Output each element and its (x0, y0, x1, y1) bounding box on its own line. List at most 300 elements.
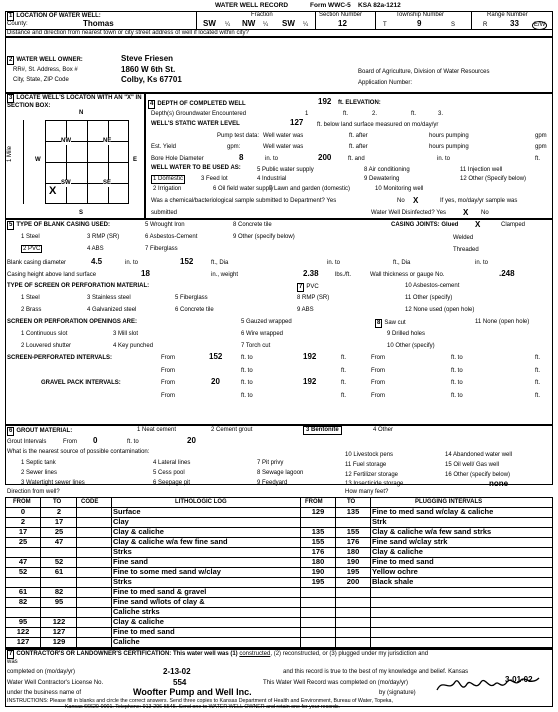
use-monitoring: 10 Monitoring well (375, 186, 424, 192)
log-header-from-2: FROM (305, 499, 323, 505)
form-ksa: KSA 82a-1212 (358, 2, 401, 9)
grout-bentonite: 3 Bentonite (303, 426, 342, 435)
pump-hours-2: hours pumping (429, 144, 469, 150)
use-domestic: 1 Domestic (153, 176, 184, 182)
log-from: 95 (18, 617, 28, 626)
elevation-label: ft. ELEVATION: (338, 100, 381, 106)
quarter-2: NW (242, 19, 256, 28)
casing-concrete: 8 Concrete tile (233, 222, 272, 228)
gp-to-3: ft. to (241, 393, 253, 399)
contam-insecticide: 13 Insecticide storage (345, 481, 404, 487)
application-label: Application Number: (358, 80, 413, 86)
glued-x: X (475, 220, 481, 229)
perf-wire: 6 Wire wrapped (241, 331, 284, 337)
joints-label: CASING JOINTS: Glued (391, 222, 459, 228)
section-2-box (5, 37, 553, 93)
contam-watertight: 3 Watertight sewer lines (21, 480, 85, 486)
use-industrial: 6 Oil field water supply (213, 186, 274, 192)
plug-from: 135 (311, 527, 325, 536)
contam-cess: 5 Cess pool (153, 470, 185, 476)
log-header-code: CODE (81, 499, 99, 505)
log-to: 2 (56, 507, 62, 516)
plug-to: 195 (346, 567, 360, 576)
well-location-x: X (49, 185, 57, 197)
owner-name: Steve Friesen (121, 54, 174, 63)
quadrant-nw: NW (61, 138, 71, 144)
log-from: 61 (18, 587, 28, 596)
log-lithology: Strks (113, 577, 132, 586)
sp-from-2: From (371, 355, 385, 361)
county-value: Thomas (83, 19, 114, 28)
log-row-line (5, 547, 553, 548)
disinfect-x: X (463, 208, 469, 217)
bore-in-to: in. to (265, 156, 279, 162)
groundwater-3: 3. (438, 111, 444, 117)
screen-label: TYPE OF SCREEN OR PERFORATION MATERIAL: (7, 283, 150, 289)
sp-from-3: From (161, 368, 175, 374)
sp-to-3: ft. to (241, 368, 253, 374)
contam-livestock: 10 Livestock pens (345, 452, 394, 458)
sp-ft-2: ft. (535, 355, 541, 361)
use-oilfield: 4 Industrial (257, 176, 287, 182)
log-header-from: FROM (13, 499, 31, 505)
log-to: 129 (52, 637, 66, 646)
how-many-label: How many feet? (345, 489, 389, 495)
casing-pvc: 2 PVC (23, 246, 41, 252)
dia-to-value: 152 (180, 257, 194, 266)
quadrant-ne: NE (103, 138, 112, 144)
chem-submitted: submitted (151, 210, 178, 216)
quarter-3-unit: ¼ (303, 22, 309, 28)
contam-lagoon: 8 Sewage lagoon (257, 470, 304, 476)
plug-description: Clay & caliche w/a few sand strks (372, 527, 492, 536)
range-r: R (483, 22, 488, 28)
sp-ft-3: ft. (341, 368, 347, 374)
plug-to: 155 (346, 527, 360, 536)
groundwater-2: 2. (372, 111, 378, 117)
log-lithology: Clay (113, 517, 129, 526)
contam-septic: 1 Septic tank (21, 460, 56, 466)
township-label: Township Number (396, 12, 445, 18)
log-to: 17 (54, 517, 64, 526)
log-lithology: Strks (113, 547, 132, 556)
gp-ft-3: ft. (341, 393, 347, 399)
screen-asbestos: 10 Asbestos-cement (405, 283, 460, 289)
completed-value: 2-13-02 (163, 667, 191, 676)
gp-from-4: From (371, 393, 385, 399)
perf-gauzed: 5 Gauzed wrapped (241, 319, 292, 325)
fraction-label: Fraction (251, 12, 273, 18)
use-injection: 11 Injection well (460, 167, 503, 173)
log-row-line (5, 577, 553, 578)
plug-to: 180 (346, 547, 360, 556)
form-number: Form WWC-5 (310, 2, 351, 9)
sp-from-1-value: 152 (209, 352, 223, 361)
section-5-title: 5 TYPE OF BLANK CASING USED: (9, 222, 111, 228)
gp-ft-1: ft. (341, 380, 347, 386)
gp-to-1: ft. to (241, 380, 253, 386)
log-to: 127 (52, 627, 66, 636)
dia-ft-dia-2: ft., Dia (393, 260, 411, 266)
well-record-form (5, 2, 553, 710)
plug-to: 190 (346, 557, 360, 566)
compass-n: N (79, 110, 84, 116)
range-label: Range Number (487, 12, 528, 18)
height-label: Casing height above land surface (7, 272, 97, 278)
casing-steel: 1 Steel (21, 234, 40, 240)
section-7-was: was (7, 659, 18, 665)
log-header-to: TO (53, 499, 62, 505)
quadrant-sw: SW (61, 180, 71, 186)
gp-ft-2: ft. (535, 380, 541, 386)
yield-gpm: gpm: (227, 144, 241, 150)
screen-brass: 2 Brass (21, 307, 42, 313)
log-lithology: Surface (113, 507, 141, 516)
plug-from: 176 (311, 547, 325, 556)
township-t: T (383, 22, 387, 28)
perf-key: 4 Key punched (113, 343, 154, 349)
pump-after-2: ft. after (349, 144, 368, 150)
log-row-line (5, 537, 553, 538)
log-header-lithologic: LITHOLOGIC LOG (175, 499, 227, 505)
pump-after-1: ft. after (349, 133, 368, 139)
log-from: 122 (16, 627, 30, 636)
gp-to-1-value: 192 (303, 377, 317, 386)
log-row-line (5, 587, 553, 588)
gp-from-3: From (161, 393, 175, 399)
plug-to: 176 (346, 537, 360, 546)
address-label: RR#, St. Address, Box # (13, 67, 78, 73)
perf-none: 11 None (open hole) (475, 319, 530, 325)
log-lithology: Clay & caliche (113, 617, 164, 626)
pump-test-label: Pump test data: (217, 133, 260, 139)
use-feedlot: 3 Feed lot (201, 176, 228, 182)
log-lithology: Caliche strks (113, 607, 160, 616)
screen-concrete: 6 Concrete tile (175, 307, 214, 313)
groundwater-1-unit: ft. (343, 111, 349, 117)
log-row-line (5, 517, 553, 518)
log-row-line (5, 647, 553, 648)
bore-in-to-2: in. to (437, 156, 451, 162)
log-from: 0 (20, 507, 26, 516)
section-3-title: 3 LOCATE WELL'S LOCATON WITH AN "X" IN SECTION BOX: (7, 95, 142, 109)
log-to: 52 (54, 557, 64, 566)
business-label: under the business name of (7, 690, 82, 696)
contam-abandoned: 14 Abandoned water well (445, 452, 513, 458)
casing-asbestos: 6 Asbestos-Cement (145, 234, 198, 240)
log-from: 82 (18, 597, 28, 606)
screen-other: 11 Other (specify) (405, 295, 453, 301)
weight-unit: lbs./ft. (335, 272, 352, 278)
contam-fertilizer: 12 Fertilizer storage (345, 472, 399, 478)
contam-none-value: none (489, 479, 509, 488)
city-value: Colby, Ks 67701 (121, 75, 182, 84)
bore-ft-and: ft. and (348, 156, 365, 162)
sp-from-4: From (371, 368, 385, 374)
pump-gpm-2: gpm (535, 144, 547, 150)
grout-cement: 2 Cement grout (211, 427, 253, 433)
perf-mill: 3 Mill slot (113, 331, 139, 337)
plug-from: 129 (311, 507, 325, 516)
log-header-to-2: TO (347, 499, 356, 505)
grout-from-value: 0 (93, 436, 98, 445)
log-header-plugging: PLUGGING INTERVALS (415, 499, 483, 505)
completed-rest: and this record is true to the best of my knowledge and belief. Kansas (283, 669, 469, 675)
log-to: 61 (54, 567, 64, 576)
plug-description: Black shale (372, 577, 414, 586)
contam-lateral: 4 Lateral lines (153, 460, 191, 466)
perf-saw: 8 Saw cut (377, 320, 406, 326)
bore-to-value: 200 (318, 153, 332, 162)
log-lithology: Fine sand (113, 557, 149, 566)
log-to: 82 (54, 587, 64, 596)
screen-abs: 9 ABS (297, 307, 314, 313)
distance-label: Distance and direction from nearest town or city street address of well if located within city? (7, 30, 249, 36)
gp-from-1: From (161, 380, 175, 386)
weight-label: in., weight (211, 272, 239, 278)
wall-value: .248 (499, 269, 515, 278)
city-label: City, State, ZIP Code (13, 77, 69, 83)
perf-continuous: 1 Continuous slot (21, 331, 68, 337)
township-value: 9 (417, 19, 422, 28)
disinfect-no: No (481, 210, 489, 216)
log-from: 52 (18, 567, 28, 576)
screen-stainless: 3 Stainless steel (87, 295, 131, 301)
welded-label: Welded (453, 235, 474, 241)
gp-label: GRAVEL PACK INTERVALS: (41, 380, 121, 386)
log-lithology: Fine to some med sand w/clay (113, 567, 221, 576)
sp-label: SCREEN-PERFORATED INTERVALS: (7, 355, 113, 361)
compass-w: W (35, 157, 41, 163)
signature-label: by (signature) (379, 690, 416, 696)
log-lithology: Clay & caliche (113, 527, 164, 536)
contam-other: 16 Other (specify below) (445, 472, 511, 478)
plug-from: 195 (311, 577, 325, 586)
quarter-3: SW (282, 19, 295, 28)
pump-gpm-1: gpm (535, 133, 547, 139)
quadrant-se: SE (103, 180, 112, 186)
sp-to-2: ft. to (451, 355, 463, 361)
contam-privy: 7 Pit privy (257, 460, 284, 466)
casing-wrought: 5 Wrought Iron (145, 222, 185, 228)
use-other: 12 Other (Specify below) (460, 176, 527, 182)
plug-description: Fine to med sand w/clay & caliche (372, 507, 494, 516)
contam-oilwell: 15 Oil well/ Gas well (445, 462, 500, 468)
grout-neat: 1 Neat cement (137, 427, 177, 433)
log-from: 127 (16, 637, 30, 646)
plug-from: 155 (311, 537, 325, 546)
pump-ww-2: Well water was (263, 144, 304, 150)
gp-from-2: From (371, 380, 385, 386)
plug-description: Fine to med sand (372, 557, 434, 566)
gp-ft-4: ft. (535, 393, 541, 399)
mile-label: 1 Mile (7, 145, 13, 162)
yield-label: Est. Yield (151, 144, 177, 150)
screen-pvc: 7 PVC (299, 284, 319, 290)
compass-e: E (133, 157, 138, 163)
log-lithology: Fine to med sand & gravel (113, 587, 207, 596)
pump-hours-1: hours pumping (429, 133, 469, 139)
plug-from: 190 (311, 567, 325, 576)
contam-fuel: 11 Fuel storage (345, 462, 387, 468)
section-4-title: 4 DEPTH OF COMPLETED WELL (150, 101, 246, 107)
grout-to-label: ft. to (127, 439, 139, 445)
perf-torch: 7 Torch cut (241, 343, 271, 349)
contam-feedyard: 9 Feedyard (257, 480, 288, 486)
grout-interval-label: Grout Intervals (7, 439, 47, 445)
plug-description: Strk (372, 517, 387, 526)
threaded-label: Threaded (453, 247, 479, 253)
quarter-1-unit: ¼ (225, 22, 231, 28)
static-level-value: 127 (290, 118, 304, 127)
sp-to-1: ft. to (241, 355, 253, 361)
log-lithology: Fine sand w/lots of clay & (113, 597, 205, 606)
casing-other: 9 Other (specify below) (233, 234, 295, 240)
dia-label: Blank casing diameter (7, 260, 67, 266)
gp-to-4: ft. to (451, 393, 463, 399)
bore-ft: ft. (535, 156, 541, 162)
dia-in-to-3: in. to (475, 260, 489, 266)
range-ew: E/W (534, 22, 546, 28)
form-title: WATER WELL RECORD (215, 2, 289, 9)
section-7-line1: 7 CONTRACTOR'S OR LANDOWNER'S CERTIFICATION: This water well was (1) constructed, (2) reconstructed, or (3) plugged under my jurisdiction and (9, 651, 429, 657)
wall-label: Wall thickness or gauge No. (370, 272, 445, 278)
dia-in-to: in. to (125, 260, 139, 266)
instructions-line-2: Kansas 66620-0001. Telephone: 913-296-5545. Send one to WATER WELL OWNER and retain one for your records. (65, 704, 341, 710)
section-2-title: 2 WATER WELL OWNER: (9, 57, 83, 63)
gp-from-1-value: 20 (211, 377, 220, 386)
chem-label: Was a chemical/bacteriological sample submitted to Department? Yes (151, 198, 337, 204)
log-from: 47 (18, 557, 28, 566)
direction-label: Direction from well? (7, 489, 60, 495)
plug-description: Clay & caliche (372, 547, 423, 556)
log-row-line (5, 557, 553, 558)
section-1-title: 1 LOCATION OF WATER WELL: (9, 13, 101, 19)
log-lithology: Clay & caliche w/a few fine sand (113, 537, 228, 546)
plug-from: 180 (311, 557, 325, 566)
log-to: 25 (54, 527, 64, 536)
log-row-line (5, 607, 553, 608)
screen-galv: 4 Galvanized steel (87, 307, 137, 313)
use-public: 5 Public water supply (257, 167, 314, 173)
log-lithology: Caliche (113, 637, 140, 646)
groundwater-2-unit: ft. (411, 111, 417, 117)
sp-ft-4: ft. (535, 368, 541, 374)
log-row-line (5, 627, 553, 628)
grout-from-label: From (63, 439, 77, 445)
static-level-label: WELL'S STATIC WATER LEVEL (151, 121, 240, 127)
clamped-label: Clamped (501, 222, 526, 228)
county-label: County: (7, 21, 28, 27)
casing-abs: 4 ABS (87, 246, 104, 252)
log-to: 47 (54, 537, 64, 546)
log-row-line (5, 567, 553, 568)
pump-ww-1: Well water was (263, 133, 304, 139)
bore-value: 8 (239, 153, 244, 162)
gp-to-2: ft. to (451, 380, 463, 386)
perf-other: 10 Other (specify) (387, 343, 435, 349)
log-row-line (5, 617, 553, 618)
groundwater-label: Depth(s) Groundwater Encountered (151, 111, 247, 117)
address-value: 1860 W 6th St. (121, 65, 176, 74)
sp-from-1: From (161, 355, 175, 361)
weight-value: 2.38 (303, 269, 319, 278)
groundwater-1: 1 (305, 111, 309, 117)
disinfect-label: Water Well Disinfected? Yes (371, 210, 447, 216)
casing-fiberglass: 7 Fiberglass (145, 246, 178, 252)
quarter-1: SW (203, 19, 216, 28)
static-level-rest: ft. below land surface measured on mo/day/yr (317, 122, 439, 128)
log-lithology: Fine to med sand (113, 627, 175, 636)
grout-to-value: 20 (187, 436, 196, 445)
instructions-line-1: INSTRUCTIONS: Please fill in blanks and circle the correct answers. Send three copies to Kansas Department of Health and Environment, Bureau of Water, Topeka, (7, 698, 393, 704)
screen-rmp: 8 RMP (SR) (297, 295, 330, 301)
signature-mark (435, 672, 545, 698)
quarter-2-unit: ¼ (263, 22, 269, 28)
log-from: 17 (18, 527, 28, 536)
grout-other: 4 Other (373, 427, 394, 433)
license-value: 554 (173, 678, 187, 687)
sp-ft-1: ft. (341, 355, 347, 361)
sp-to-1-value: 192 (303, 352, 317, 361)
plug-description: Yellow ochre (372, 567, 418, 576)
perf-louvered: 2 Louvered shutter (21, 343, 72, 349)
log-to: 122 (52, 617, 66, 626)
depth-value: 192 (318, 97, 332, 106)
use-dewatering: 9 Dewatering (364, 176, 400, 182)
use-ac: 8 Air conditioning (364, 167, 410, 173)
plug-description: Fine sand w/clay strk (372, 537, 448, 546)
contam-label: What is the nearest source of possible contamination: (7, 449, 150, 455)
dia-ft-dia: ft., Dia (211, 260, 229, 266)
casing-rmp: 3 RMP (SR) (87, 234, 120, 240)
section-label: Section Number (319, 12, 363, 18)
section-6-title: 6 GROUT MATERIAL: (9, 428, 73, 434)
contam-sewer: 2 Sewer lines (21, 470, 58, 476)
height-value: 18 (141, 269, 150, 278)
chem-rest: If yes, mo/day/yr sample was (440, 198, 518, 204)
chem-no: No (397, 198, 405, 204)
plug-to: 135 (346, 507, 360, 516)
board-label: Board of Agriculture, Division of Water Resources (358, 69, 490, 75)
license-label: Water Well Contractor's License No. (7, 680, 104, 686)
use-irrigation: 2 Irrigation (153, 186, 182, 192)
township-s: S (451, 22, 456, 28)
plug-to: 200 (346, 577, 360, 586)
use-label: WELL WATER TO BE USED AS: (151, 165, 241, 171)
log-from: 2 (20, 517, 26, 526)
perf-drilled: 9 Drilled holes (387, 331, 426, 337)
contam-seepage: 6 Seepage pit (153, 480, 191, 486)
screen-fiberglass: 5 Fiberglass (175, 295, 208, 301)
log-to: 95 (54, 597, 64, 606)
section-value: 12 (338, 19, 347, 28)
bore-label: Bore Hole Diameter (151, 156, 204, 162)
business-value: Woofter Pump and Well Inc. (133, 687, 252, 697)
screen-none: 12 None used (open hole) (405, 307, 475, 313)
chem-x: X (413, 196, 419, 205)
log-row-line (5, 637, 553, 638)
range-value: 33 (510, 19, 519, 28)
perf-label: SCREEN OR PERFORATION OPENINGS ARE: (7, 319, 138, 325)
completed-label: completed on (mo/day/yr) (7, 669, 76, 675)
screen-steel: 1 Steel (21, 295, 40, 301)
dia-value: 4.5 (91, 257, 103, 266)
log-from: 25 (18, 537, 28, 546)
record-date-value: 3-01-02 (505, 675, 533, 684)
use-lawn: 7 Lawn and garden (domestic) (269, 186, 351, 192)
sp-to-4: ft. to (451, 368, 463, 374)
